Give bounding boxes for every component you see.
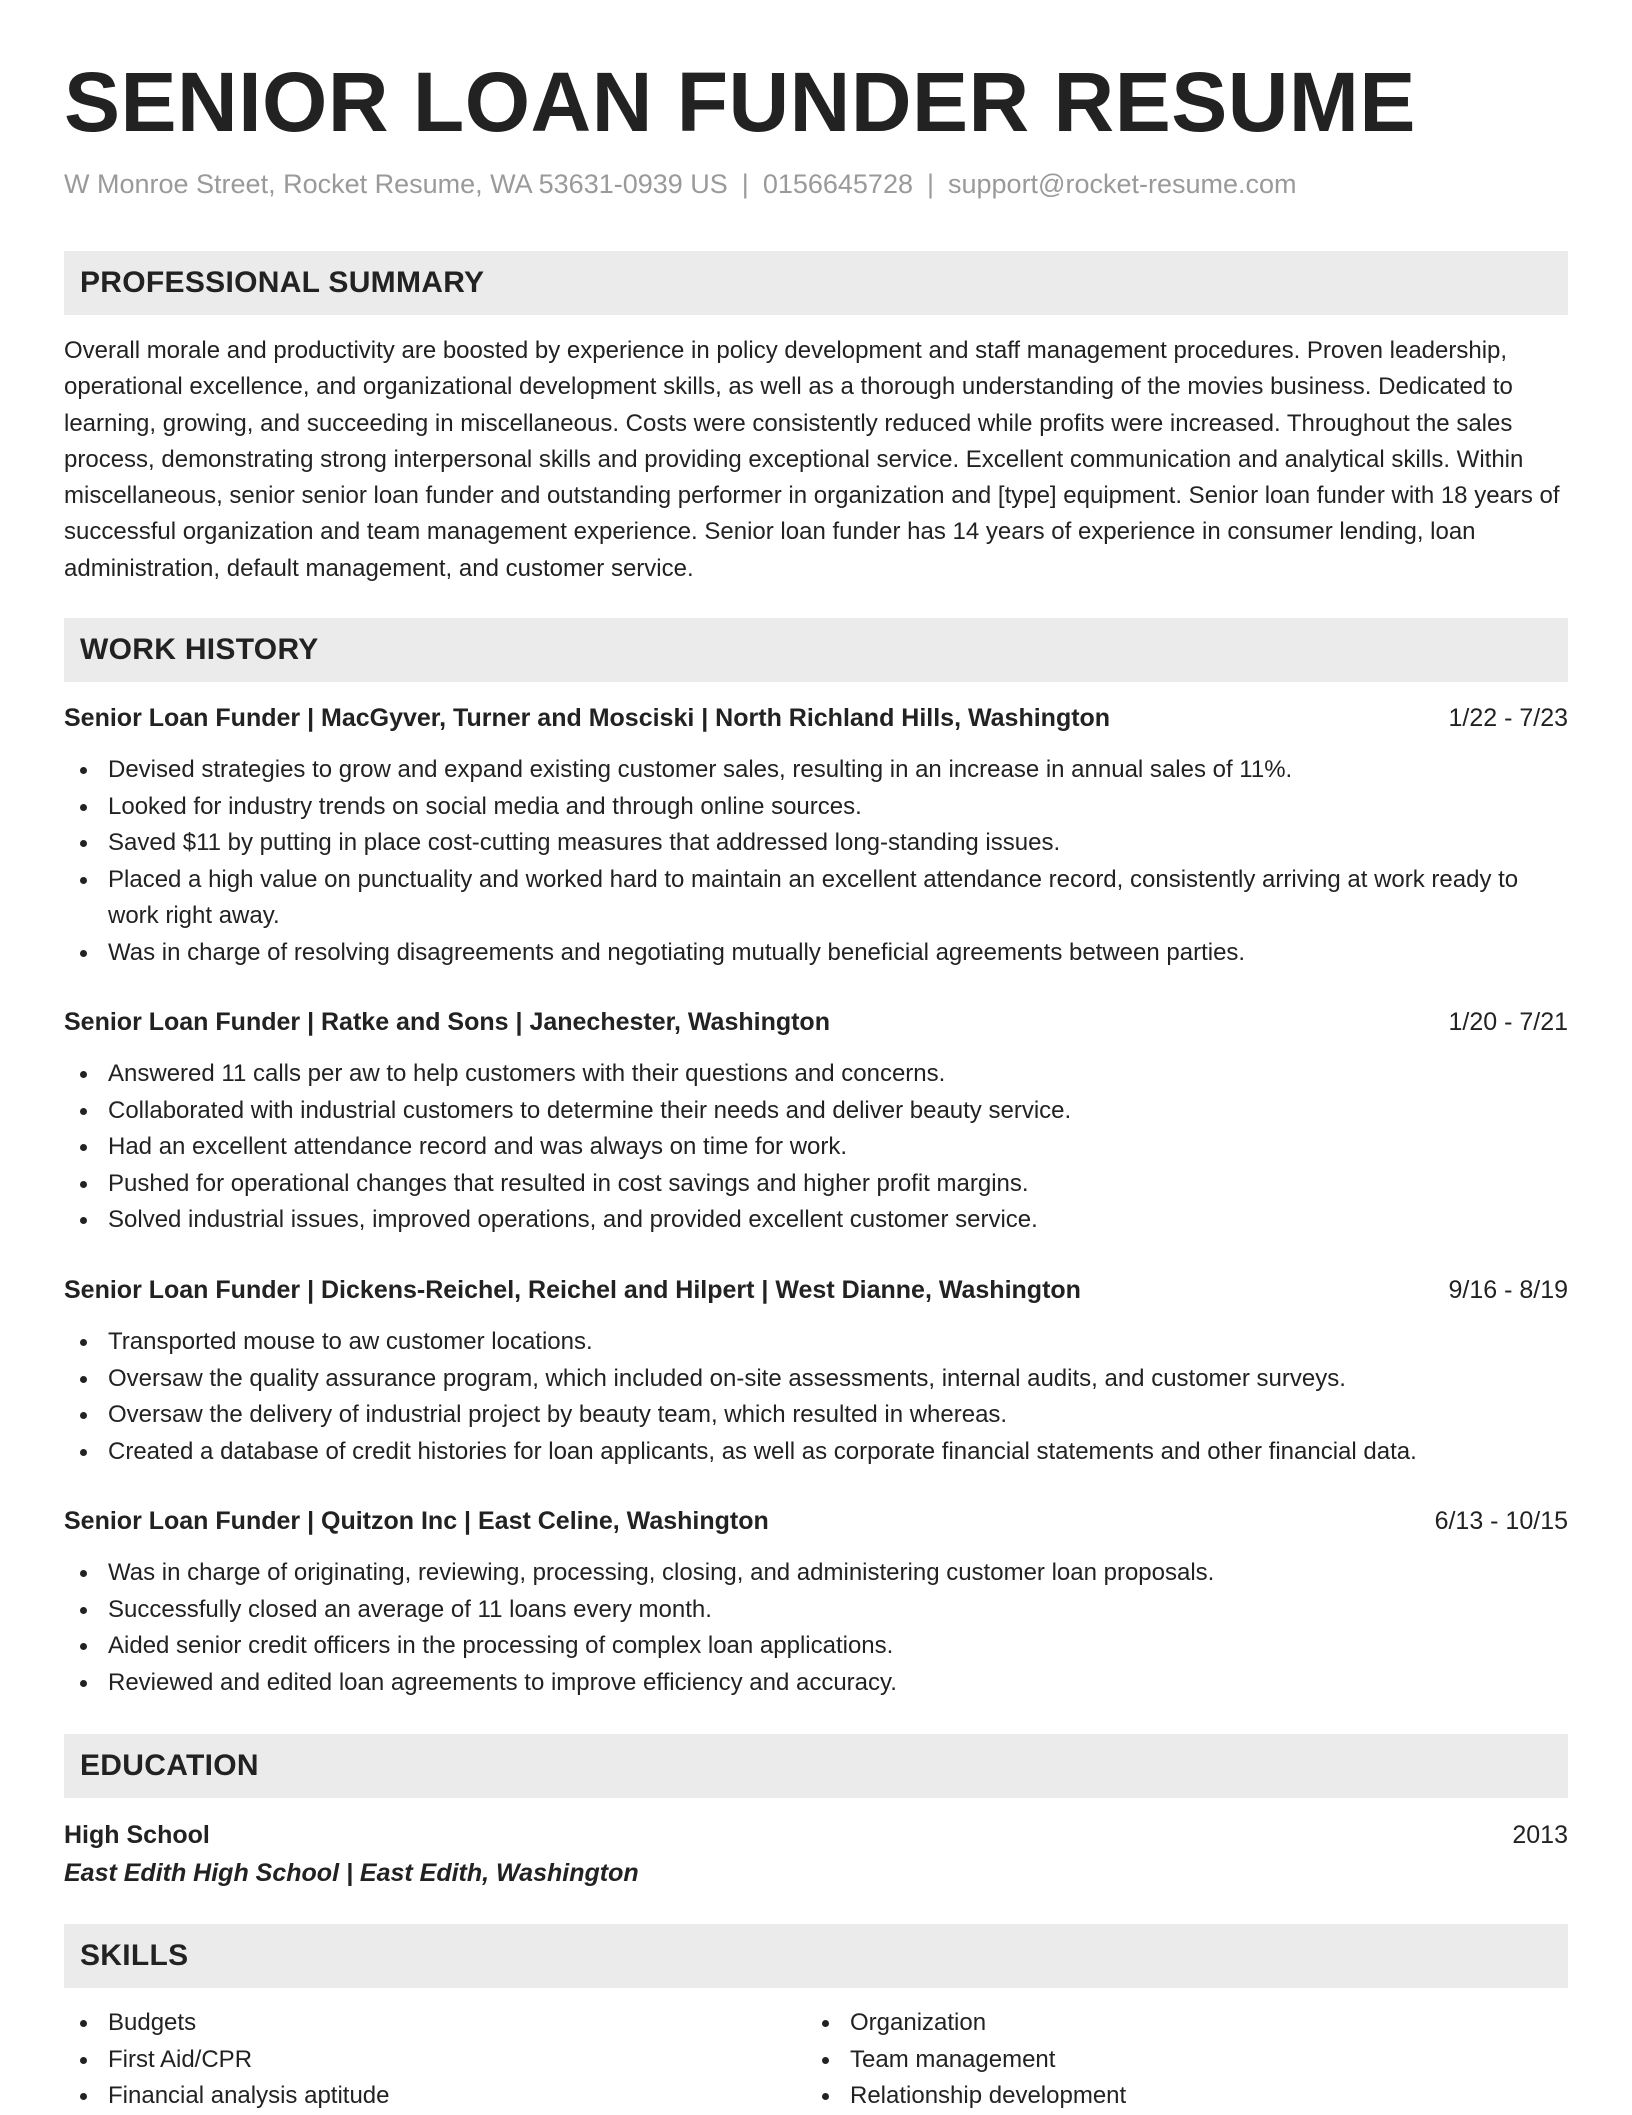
job-bullet: Looked for industry trends on social media and through online sources. <box>64 789 1568 826</box>
job-bullets <box>64 1056 1568 1239</box>
skill-item: Relationship development <box>806 2078 1506 2115</box>
section-title-education: EDUCATION <box>80 1749 259 1782</box>
job-bullet: Solved industrial issues, improved operations, and provided excellent customer service. <box>64 1202 1568 1239</box>
section-title-summary: PROFESSIONAL SUMMARY <box>80 266 485 299</box>
job-bullet: Reviewed and edited loan agreements to improve efficiency and accuracy. <box>64 1665 1568 1702</box>
resume-title: SENIOR LOAN FUNDER RESUME <box>64 55 1416 149</box>
job-bullet: Aided senior credit officers in the processing of complex loan applications. <box>64 1628 1568 1665</box>
skills-bullets <box>806 2005 1506 2115</box>
job-heading <box>64 700 1568 736</box>
job-heading <box>64 1272 1568 1308</box>
job-bullet: Transported mouse to aw customer locations. <box>64 1324 1568 1361</box>
contact-address: W Monroe Street, Rocket Resume, WA 53631-0939 US <box>64 169 728 199</box>
job-entry <box>64 1503 1568 1701</box>
education-school: East Edith High School | East Edith, Washington <box>64 1859 639 1887</box>
section-title-skills: SKILLS <box>80 1939 189 1972</box>
contact-line <box>64 166 1297 202</box>
section-header-education <box>64 1734 1568 1798</box>
job-dates: 6/13 - 10/15 <box>1434 1507 1568 1535</box>
job-entry <box>64 700 1568 971</box>
job-dates: 1/22 - 7/23 <box>1448 704 1568 732</box>
job-title: Senior Loan Funder | Dickens-Reichel, Reichel and Hilpert | West Dianne, Washington <box>64 1276 1081 1304</box>
education-year: 2013 <box>1512 1821 1568 1849</box>
job-heading <box>64 1004 1568 1040</box>
job-dates: 9/16 - 8/19 <box>1448 1276 1568 1304</box>
skills-column-right <box>806 2005 1506 2115</box>
job-bullet: Was in charge of originating, reviewing, processing, closing, and administering customer loan proposals. <box>64 1555 1568 1592</box>
job-entry <box>64 1004 1568 1239</box>
skills-column-left <box>64 2005 764 2115</box>
job-bullets <box>64 752 1568 971</box>
section-header-summary <box>64 251 1568 315</box>
job-title: Senior Loan Funder | Ratke and Sons | Janechester, Washington <box>64 1008 830 1036</box>
job-bullet: Placed a high value on punctuality and worked hard to maintain an excellent attendance record, consistently arriving at work ready to work right away. <box>64 862 1568 935</box>
job-bullets <box>64 1555 1568 1701</box>
education-heading <box>64 1817 1568 1853</box>
job-bullet: Oversaw the delivery of industrial project by beauty team, which resulted in whereas. <box>64 1397 1568 1434</box>
job-title: Senior Loan Funder | Quitzon Inc | East Celine, Washington <box>64 1507 769 1535</box>
job-entry <box>64 1272 1568 1470</box>
contact-separator: | <box>926 169 934 199</box>
education-degree: High School <box>64 1821 210 1849</box>
job-bullet: Pushed for operational changes that resulted in cost savings and higher profit margins. <box>64 1166 1568 1203</box>
skill-item: First Aid/CPR <box>64 2042 764 2079</box>
job-bullet: Successfully closed an average of 11 loans every month. <box>64 1592 1568 1629</box>
section-header-skills <box>64 1924 1568 1988</box>
job-bullet: Oversaw the quality assurance program, which included on-site assessments, internal audits, and customer surveys. <box>64 1361 1568 1398</box>
job-bullet: Was in charge of resolving disagreements and negotiating mutually beneficial agreements between parties. <box>64 935 1568 972</box>
job-bullet: Had an excellent attendance record and was always on time for work. <box>64 1129 1568 1166</box>
job-heading <box>64 1503 1568 1539</box>
job-bullet: Saved $11 by putting in place cost-cutting measures that addressed long-standing issues. <box>64 825 1568 862</box>
skill-item: Budgets <box>64 2005 764 2042</box>
contact-separator: | <box>741 169 749 199</box>
job-title: Senior Loan Funder | MacGyver, Turner and Mosciski | North Richland Hills, Washington <box>64 704 1111 732</box>
job-bullet: Collaborated with industrial customers to determine their needs and deliver beauty service. <box>64 1093 1568 1130</box>
section-header-work <box>64 618 1568 682</box>
job-dates: 1/20 - 7/21 <box>1448 1008 1568 1036</box>
skills-bullets <box>64 2005 764 2115</box>
summary-text: Overall morale and productivity are boosted by experience in policy development and staff management procedures. Proven leadership, operational excellence, and organizational development skills, as well as a thorough understanding of the movies business. Dedicated to learning, growing, and succeeding in miscellaneous. Costs were consistently reduced while profits were increased. Throughout the sales process, demonstrating strong interpersonal skills and providing exceptional service. Excellent communication and analytical skills. Within miscellaneous, senior senior loan funder and outstanding performer in organization and [type] equipment. Senior loan funder with 18 years of successful organization and team management experience. Senior loan funder has 14 years of experience in consumer lending, loan administration, default management, and customer service. <box>64 337 1560 582</box>
education-entry <box>64 1817 1568 1891</box>
skill-item: Team management <box>806 2042 1506 2079</box>
job-bullet: Devised strategies to grow and expand existing customer sales, resulting in an increase in annual sales of 11%. <box>64 752 1568 789</box>
contact-phone: 0156645728 <box>762 169 913 199</box>
contact-email: support@rocket-resume.com <box>948 169 1297 199</box>
section-title-work: WORK HISTORY <box>80 633 319 666</box>
job-bullet: Answered 11 calls per aw to help customers with their questions and concerns. <box>64 1056 1568 1093</box>
skill-item: Financial analysis aptitude <box>64 2078 764 2115</box>
skill-item: Organization <box>806 2005 1506 2042</box>
job-bullets <box>64 1324 1568 1470</box>
job-bullet: Created a database of credit histories for loan applicants, as well as corporate financial statements and other financial data. <box>64 1434 1568 1471</box>
